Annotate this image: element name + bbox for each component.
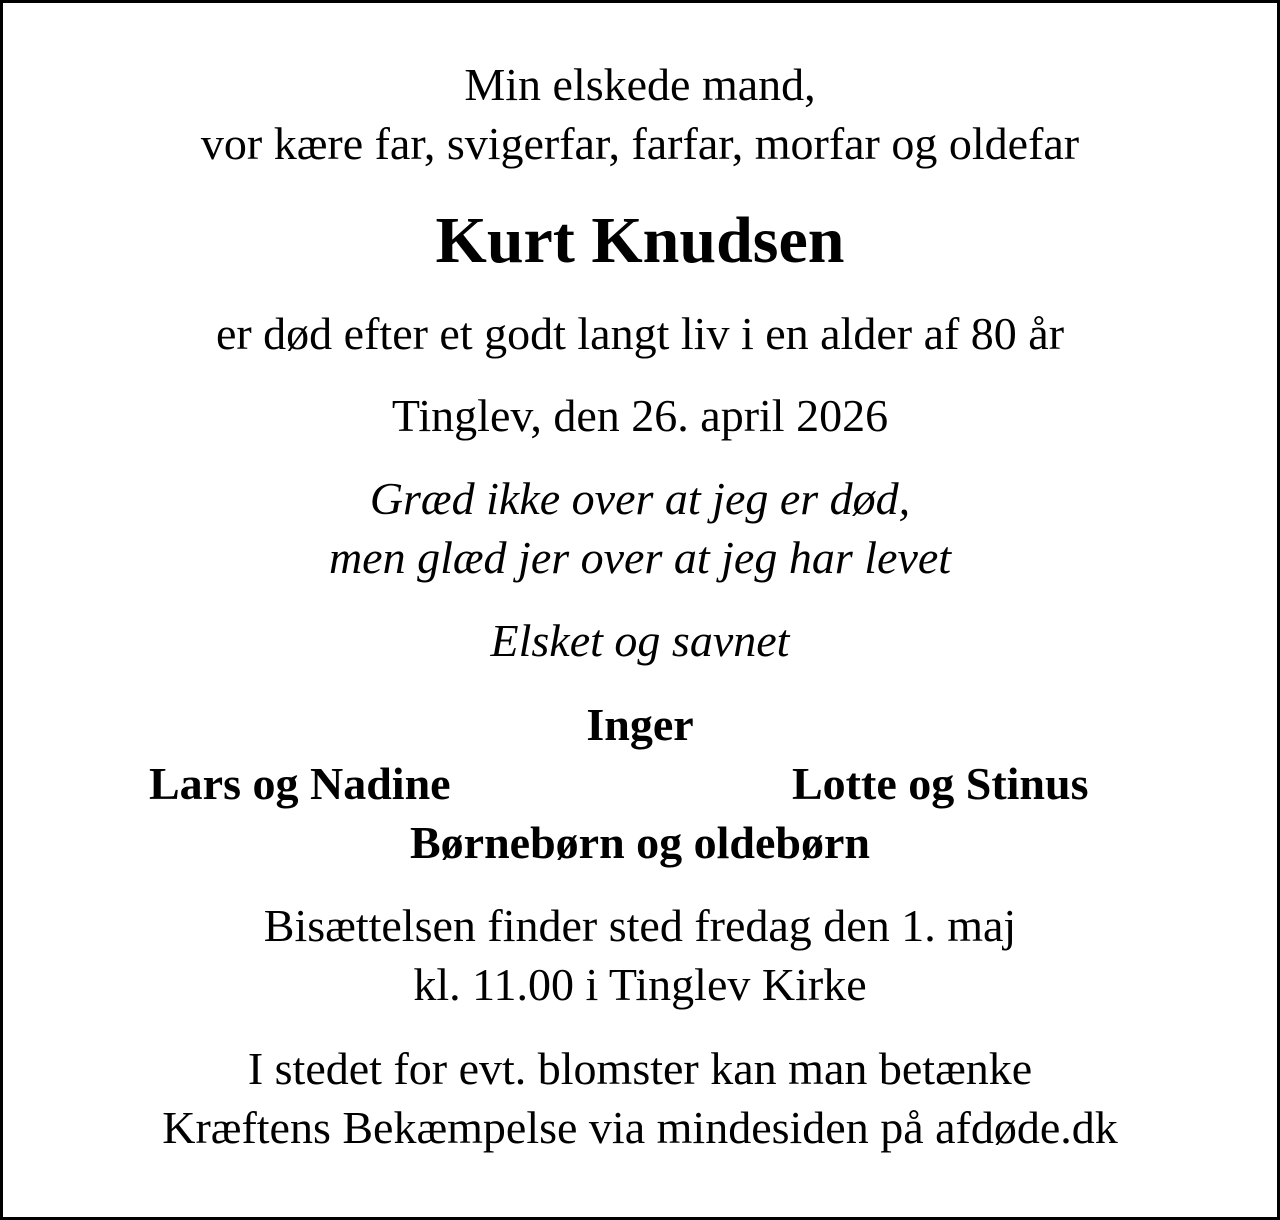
funeral-line-1: Bisættelsen finder sted fredag den 1. maj bbox=[263, 900, 1017, 951]
flowers-line-1: I stedet for evt. blomster kan man betænke bbox=[247, 1043, 1033, 1094]
family-grandchildren: Børnebørn og oldebørn bbox=[409, 817, 871, 868]
quote-line-2: men glæd jer over at jeg har levet bbox=[328, 532, 952, 583]
funeral-line-2: kl. 11.00 i Tinglev Kirke bbox=[413, 959, 867, 1010]
intro-line-1: Min elskede mand, bbox=[464, 59, 816, 110]
place-date: Tinglev, den 26. april 2026 bbox=[391, 390, 889, 441]
flowers-line-2: Kræftens Bekæmpelse via mindesiden på afdøde.dk bbox=[162, 1102, 1118, 1153]
loved-missed: Elsket og savnet bbox=[490, 615, 790, 666]
intro-line-2: vor kære far, svigerfar, farfar, morfar og oldefar bbox=[200, 118, 1080, 169]
family-child-right: Lotte og Stinus bbox=[792, 758, 1089, 809]
family-child-left: Lars og Nadine bbox=[149, 758, 451, 809]
death-statement: er død efter et godt langt liv i en alder af 80 år bbox=[215, 308, 1065, 359]
family-spouse: Inger bbox=[586, 699, 694, 750]
deceased-name: Kurt Knudsen bbox=[435, 204, 845, 277]
quote-line-1: Græd ikke over at jeg er død, bbox=[369, 473, 911, 524]
